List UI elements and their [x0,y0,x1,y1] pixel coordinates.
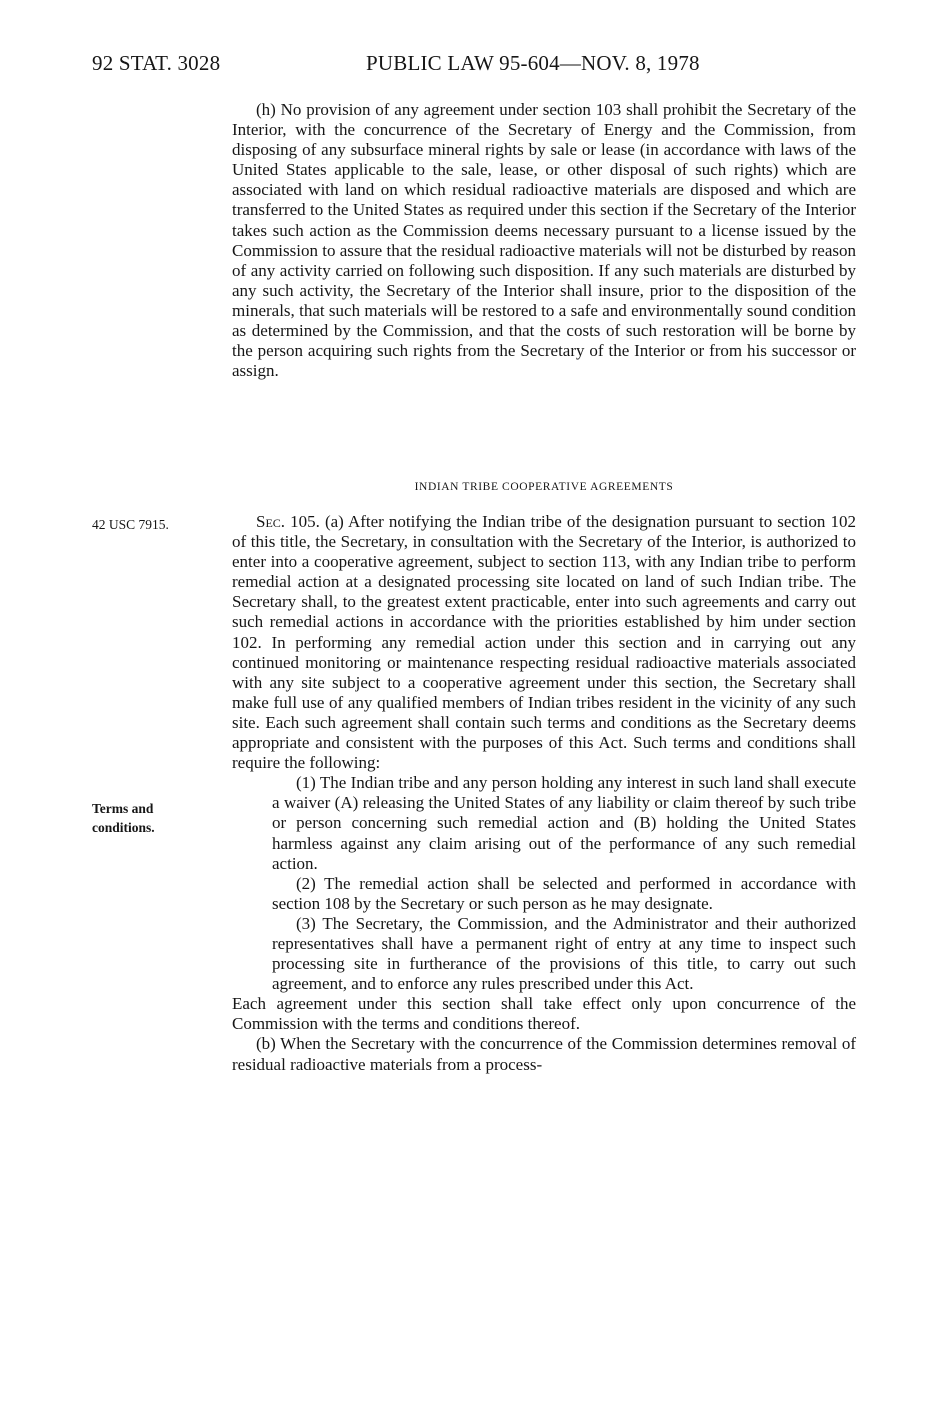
section-h-block [232,100,856,381]
section-105-block [232,512,856,1075]
list-item: (2) The remedial action shall be selected and performed in accordance with section 108 by the Secretary or such person as he may designate. [272,873,856,913]
section-h-paragraph: (h) No provision of any agreement under section 103 shall prohibit the Secretary of the Interior, with the concurrence of the Secretary of Energy and the Commission, from disposing of any subsurface mineral rights by sale or lease (in accordance with laws of the United States applicable to the sale, lease, or other disposal of such rights) which are associated with land on which residual radioactive materials are disposed and which are transferred to the United States as required under this section if the Secretary of the Interior takes such action as the Commission deems necessary pursuant to a license issued by the Commission to assure that the residual radioactive materials will not be disturbed by reason of any activity carried on following such disposition. If any such materials are disturbed by any such activity, the Secretary of the Interior shall insure, prior to the disposition of the minerals, that such materials will be restored to a safe and environmentally sound condition as determined by the Commission, and that the costs of such restoration will be borne by the person acquiring such rights from the Secretary of the Interior or from his successor or assign. [232,100,856,381]
section-105-closing: Each agreement under this section shall take effect only upon concurrence of the Commission with the terms and conditions thereof. [232,994,856,1034]
list-item: (3) The Secretary, the Commission, and the Administrator and their authorized representatives shall have a permanent right of entry at any time to inspect such processing site in furtherance of the provisions of this title, to carry out such agreement, and to enforce any rules prescribed under this Act. [272,913,856,994]
section-105-paragraph-a [232,512,856,773]
margin-note-terms-line1: Terms and [92,801,154,816]
margin-note-terms-line2: conditions. [92,820,155,835]
margin-note-usc: 42 USC 7915. [92,517,169,532]
section-heading: INDIAN TRIBE COOPERATIVE AGREEMENTS [414,481,674,493]
page-stat-citation: 92 STAT. 3028 [92,51,221,75]
section-105-paragraph-b: (b) When the Secretary with the concurrence of the Commission determines removal of residual radioactive materials from a process- [232,1034,856,1074]
running-head: PUBLIC LAW 95-604—NOV. 8, 1978 [366,51,700,75]
section-105-label: Sec. 105. [256,512,320,531]
list-item: (1) The Indian tribe and any person holding any interest in such land shall execute a waiver (A) releasing the United States of any liability or claim thereof by such tribe or person concerning such remedial action and (B) holding the United States harmless against any claim arising out of the performance of any such remedial action. [272,773,856,873]
margin-note-terms [92,799,155,837]
section-105-text-a: (a) After notifying the Indian tribe of the designation pursuant to section 102 of this title, the Secretary, in consultation with the Secretary of the Interior, is authorized to enter into a cooperative agreement, subject to section 113, with any Indian tribe to perform remedial action at a designated processing site located on land of such Indian tribe. The Secretary shall, to the greatest extent practicable, enter into such agreements and carry out such remedial actions in accordance with the priorities established by him under section 102. In performing any remedial action under this section and in carrying out any continued monitoring or maintenance respecting residual radioactive materials associated with any site subject to a cooperative agreement under this section, the Secretary shall make full use of any qualified members of Indian tribes resident in the vicinity of any such site. Each such agreement shall contain such terms and conditions as the Secretary deems appropriate and consistent with the purposes of this Act. Such terms and conditions shall require the following: [232,512,856,773]
